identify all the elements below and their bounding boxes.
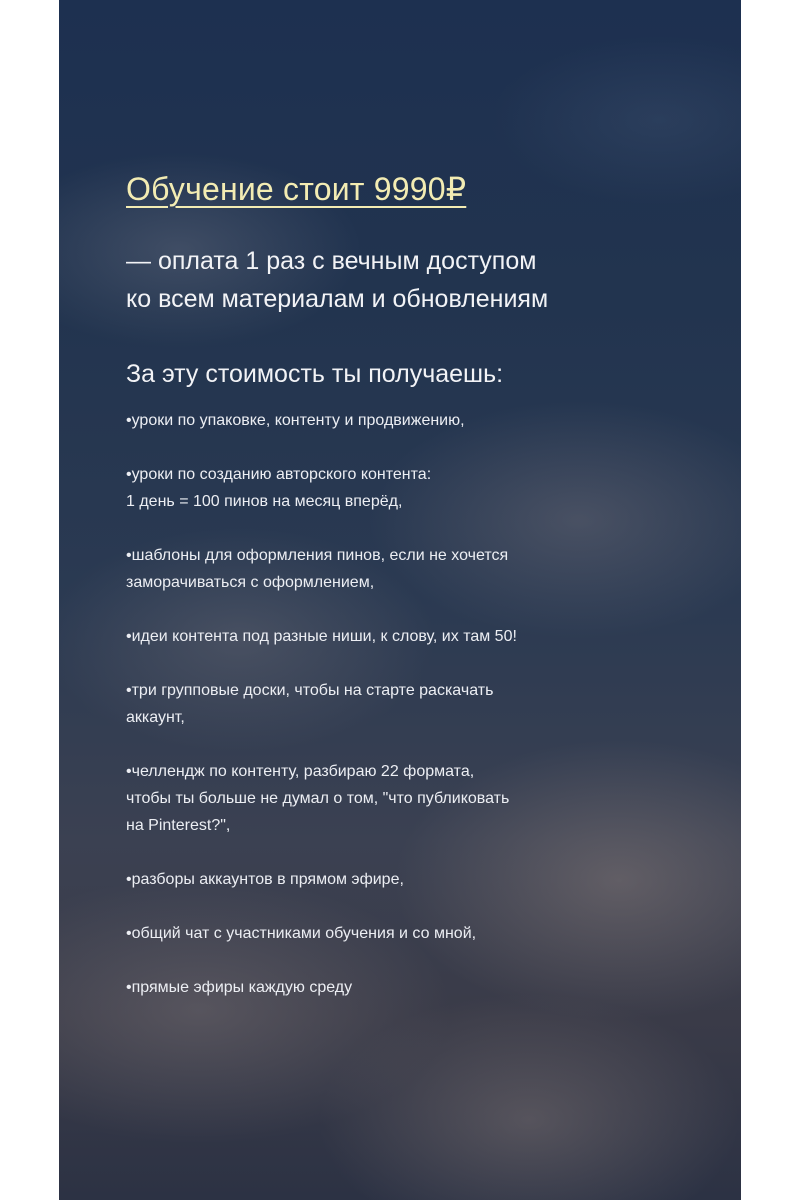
benefit-line: аккаунт,: [126, 709, 185, 726]
benefit-line: чтобы ты больше не думал о том, "что публиковать: [126, 790, 510, 807]
payment-description-line: ко всем материалам и обновлениям: [126, 285, 549, 313]
benefit-line: на Pinterest?",: [126, 817, 231, 834]
benefit-line: •разборы аккаунтов в прямом эфире,: [126, 871, 404, 888]
benefit-item: [126, 758, 726, 839]
benefits-heading: За эту стоимость ты получаешь:: [126, 360, 504, 388]
benefit-item: [126, 866, 726, 893]
benefit-item: [126, 407, 726, 434]
benefit-line: •уроки по созданию авторского контента:: [126, 466, 432, 483]
benefit-item: [126, 920, 726, 947]
benefit-item: [126, 623, 726, 650]
story-content: [126, 170, 726, 1028]
benefit-line: •три групповые доски, чтобы на старте раскачать: [126, 682, 494, 699]
benefit-item: [126, 677, 726, 731]
benefit-line: 1 день = 100 пинов на месяц вперёд,: [126, 493, 403, 510]
benefit-line: •прямые эфиры каждую среду: [126, 979, 353, 996]
benefit-line: •шаблоны для оформления пинов, если не хочется: [126, 547, 509, 564]
story-card: [59, 0, 741, 1200]
benefit-line: •общий чат с участниками обучения и со мной,: [126, 925, 477, 942]
benefit-item: [126, 542, 726, 596]
price-title: Обучение стоит 9990₽: [126, 171, 467, 207]
payment-description: [126, 242, 726, 318]
benefit-item: [126, 974, 726, 1001]
payment-description-line: — оплата 1 раз с вечным доступом: [126, 247, 537, 275]
benefit-line: заморачиваться с оформлением,: [126, 574, 375, 591]
benefits-list: [126, 407, 726, 1001]
benefit-line: •идеи контента под разные ниши, к слову, их там 50!: [126, 628, 517, 645]
benefit-line: •уроки по упаковке, контенту и продвижению,: [126, 412, 465, 429]
benefit-item: [126, 461, 726, 515]
benefit-line: •челлендж по контенту, разбираю 22 формата,: [126, 763, 475, 780]
